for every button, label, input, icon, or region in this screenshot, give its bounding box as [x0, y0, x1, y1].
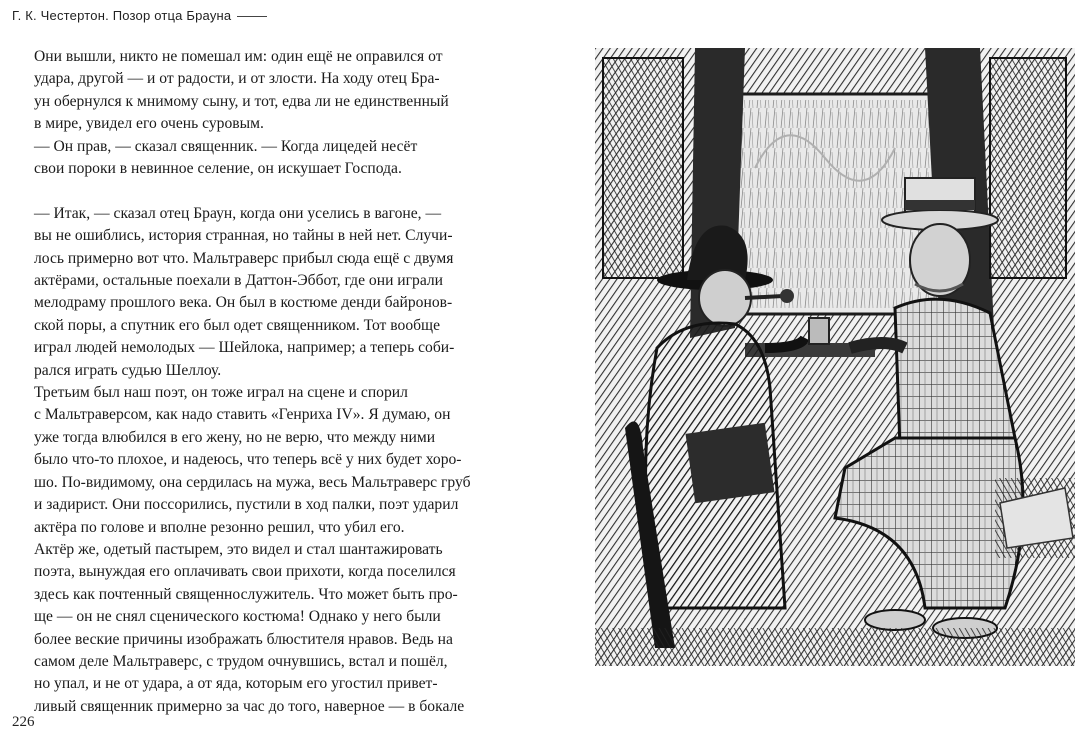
- text-line: актёрами, остальные поехали в Даттон-Эббот, где они играли: [34, 272, 444, 290]
- carriage-floor: [595, 628, 1075, 666]
- illustration: [595, 48, 1075, 666]
- text-line: поэта, вынуждая его оплачивать свои прихоти, когда поселился: [34, 563, 456, 581]
- text-line: ун обернулся к мнимому сыну, и тот, едва ли не единственный: [34, 92, 449, 110]
- text-line: было что-то плохое, и надеюсь, что теперь всё у них будет хоро-: [34, 451, 462, 469]
- running-head-rule: [237, 16, 267, 17]
- text-line: вы не ошиблись, история странная, но тайны в ней нет. Случи-: [34, 227, 453, 245]
- text-line: более веские причины изображать блюстителя нравов. Ведь на: [34, 630, 453, 648]
- text-line: но упал, и не от удара, а от яда, которым его угостил привет-: [34, 675, 438, 693]
- text-line: и задирист. Они поссорились, пустили в ход палки, поэт ударил: [34, 496, 459, 514]
- paragraph: [12, 136, 488, 181]
- text-line: Они вышли, никто не помешал им: один ещё не оправился от: [34, 48, 443, 65]
- left-page: [0, 0, 540, 742]
- text-line: удара, другой — и от радости, и от злости. На ходу отец Бра-: [34, 70, 440, 88]
- text-line: ской поры, а спутник его был одет священником. Тот вообще: [34, 316, 440, 334]
- text-line: рался играть судью Шеллоу.: [34, 361, 222, 379]
- text-line: свои пороки в невинное селение, он искушает Господа.: [34, 160, 402, 178]
- text-line: ще — он не снял сценического костюма! Однако у него были: [34, 608, 441, 626]
- right-ornament-panel: [990, 58, 1066, 278]
- body-text: [12, 46, 488, 718]
- text-line: самом деле Мальтраверс, с трудом очнувшись, встал и пошёл,: [34, 652, 448, 670]
- text-line: ливый священник примерно за час до того, наверное — в бокале: [34, 697, 465, 715]
- text-line: — Он прав, — сказал священник. — Когда лицедей несёт: [34, 137, 418, 155]
- text-line: играл людей немолодых — Шейлока, например; а теперь соби-: [34, 339, 455, 357]
- text-line: здесь как почтенный священнослужитель. Что может быть про-: [34, 585, 458, 603]
- text-line: актёра по голове и вполне резонно решил, что убил его.: [34, 518, 405, 536]
- left-ornament-panel: [603, 58, 683, 278]
- railway-carriage-drawing: [595, 48, 1075, 666]
- paragraph: [12, 539, 488, 718]
- text-line: с Мальтраверсом, как надо ставить «Генриха IV». Я думаю, он: [34, 406, 451, 424]
- text-line: лось примерно вот что. Мальтраверс прибыл сюда ещё с двумя: [34, 249, 454, 267]
- text-line: — Итак, — сказал отец Браун, когда они уселись в вагоне, —: [34, 204, 442, 222]
- text-line: в мире, увидел его очень суровым.: [34, 115, 264, 133]
- drinking-glass: [809, 318, 829, 344]
- page-number: 226: [12, 714, 35, 730]
- running-head: [12, 8, 267, 23]
- paragraph: [12, 382, 488, 539]
- right-page: [541, 0, 1082, 742]
- text-line: шо. По-видимому, она сердилась на мужа, весь Мальтраверс груб: [34, 473, 471, 491]
- paragraph: [12, 46, 488, 136]
- paragraph: [12, 203, 488, 382]
- running-head-text: Г. К. Честертон. Позор отца Брауна: [12, 8, 232, 23]
- text-line: уже тогда влюбился в его жену, но не верю, что между ними: [34, 428, 436, 446]
- text-line: Актёр же, одетый пастырем, это видел и стал шантажировать: [34, 540, 443, 558]
- text-line: мелодраму прошлого века. Он был в костюме денди байронов-: [34, 294, 453, 312]
- section-break: [12, 180, 488, 202]
- text-line: Третьим был наш поэт, он тоже играл на сцене и спорил: [34, 384, 408, 402]
